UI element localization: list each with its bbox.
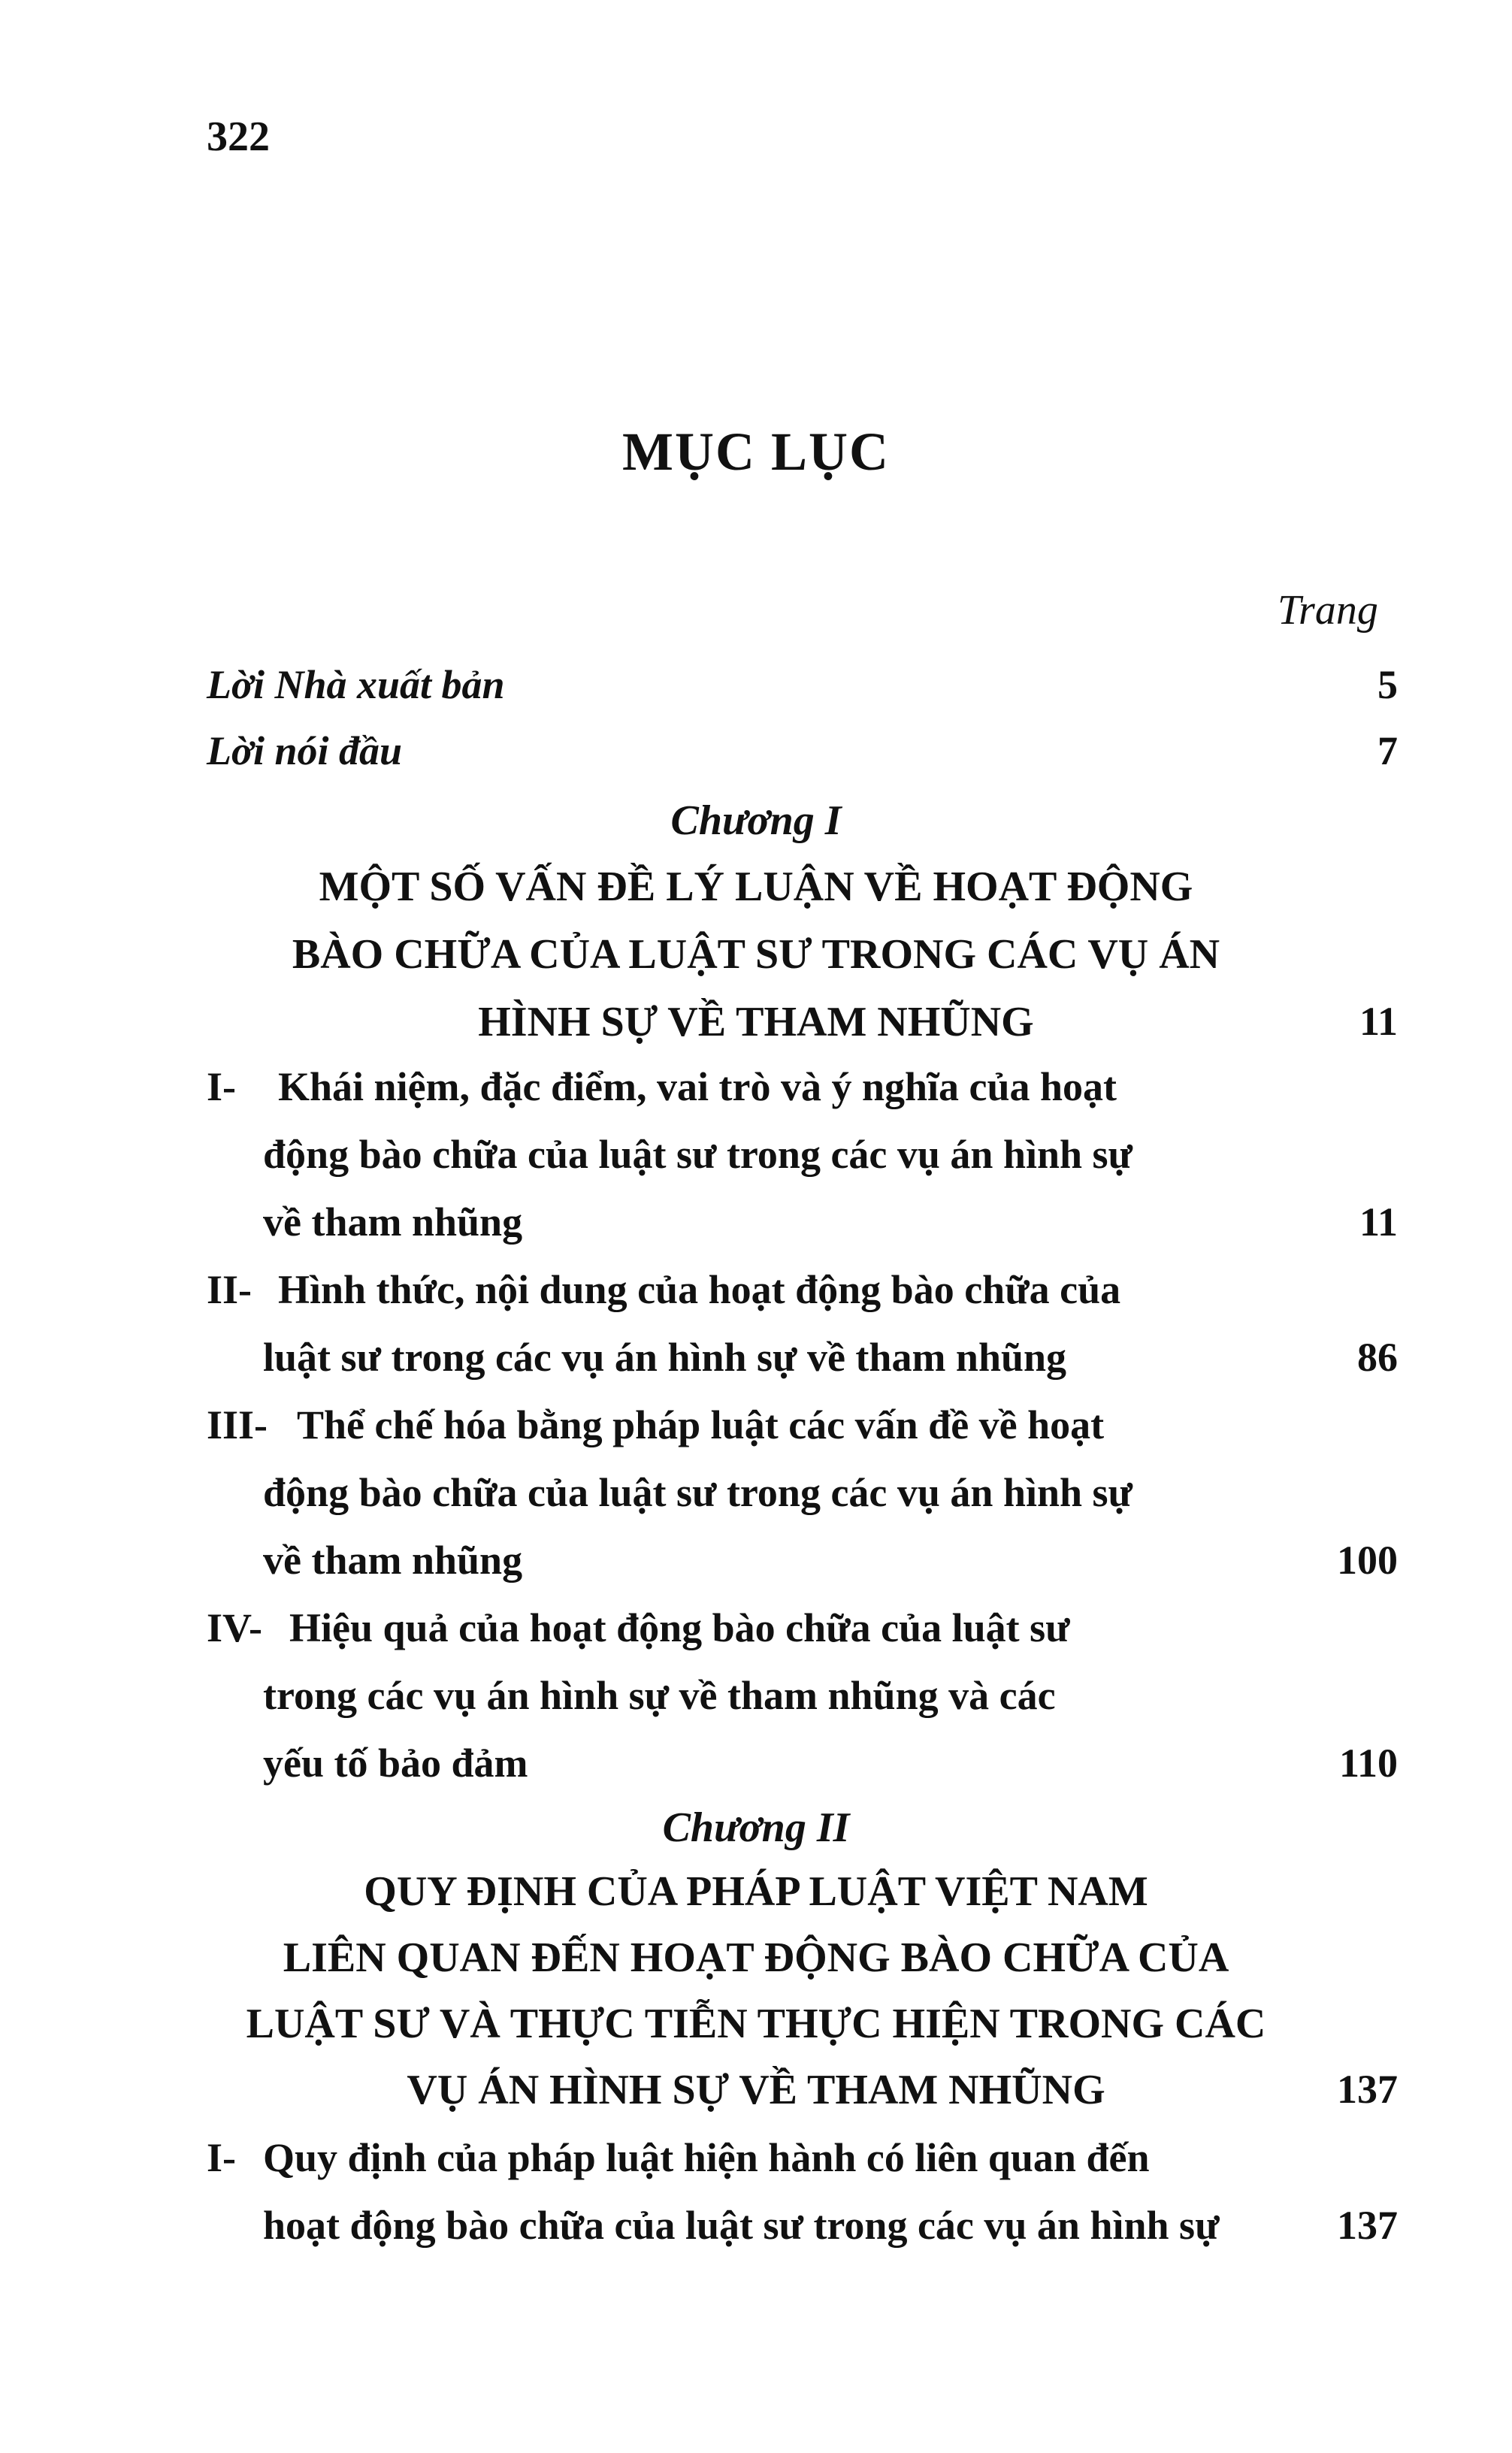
chapter-title-line: MỘT SỐ VẤN ĐỀ LÝ LUẬN VỀ HOẠT ĐỘNG [319,864,1193,910]
section-number: IV- [207,1605,262,1650]
chapter-page: 11 [1359,999,1398,1044]
section-page: 100 [1337,1538,1398,1583]
section-page: 11 [1359,1199,1398,1245]
toc-entry-front-2 [207,727,1398,795]
chapter-title-line: LUẬT SƯ VÀ THỰC TIỄN THỰC HIỆN TRONG CÁC [246,2001,1266,2047]
section-number: I- [207,1064,236,1109]
chapter-title-line: QUY ĐỊNH CỦA PHÁP LUẬT VIỆT NAM [364,1868,1148,1915]
section-line: về tham nhũng [263,1199,523,1245]
section-number: I- [207,2135,236,2180]
toc-entry-front-1 [207,661,1398,729]
toc-entry-label: Lời Nhà xuất bản [207,662,505,707]
chapter-title-line: LIÊN QUAN ĐẾN HOẠT ĐỘNG BÀO CHỮA CỦA [283,1934,1229,1981]
section-line: hoạt động bào chữa của luật sư trong các vụ án hình sự [263,2203,1220,2248]
chapter-label: Chương I [670,797,842,844]
section-number: III- [207,1402,268,1447]
page-column-label: Trang [1278,587,1378,634]
section-number: II- [207,1267,253,1312]
toc-entry-label: Lời nói đầu [207,728,403,773]
toc-entry-page: 7 [1377,728,1398,773]
toc-entry-page: 5 [1377,662,1398,707]
section-line: về tham nhũng [263,1538,523,1583]
toc-title: MỤC LỤC [622,422,890,482]
section-line: Hiệu quả của hoạt động bào chữa của luật sư [289,1605,1070,1650]
section-line: Khái niệm, đặc điểm, vai trò và ý nghĩa của hoạt [278,1064,1117,1109]
section-line: động bào chữa của luật sư trong các vụ án hình sự [263,1132,1132,1177]
section-line: Thể chế hóa bằng pháp luật các vấn đề về hoạt [297,1402,1105,1447]
chapter-title-line: BÀO CHỮA CỦA LUẬT SƯ TRONG CÁC VỤ ÁN [292,931,1220,978]
section-line: trong các vụ án hình sự về tham nhũng và các [263,1673,1056,1718]
section-line: luật sư trong các vụ án hình sự về tham nhũng [263,1335,1067,1380]
section-line: động bào chữa của luật sư trong các vụ án hình sự [263,1470,1132,1515]
chapter-title-line: HÌNH SỰ VỀ THAM NHŨNG [478,999,1034,1045]
chapter-title-line: VỤ ÁN HÌNH SỰ VỀ THAM NHŨNG [407,2067,1105,2113]
chapter-page: 137 [1337,2067,1398,2112]
page-number: 322 [207,113,270,160]
section-page: 137 [1337,2203,1398,2248]
section-page: 86 [1357,1335,1398,1380]
section-line: yếu tố bảo đảm [263,1741,528,1786]
chapter-label: Chương II [662,1804,850,1851]
section-page: 110 [1338,1741,1398,1786]
section-line: Quy định của pháp luật hiện hành có liên quan đến [263,2135,1150,2180]
section-line: Hình thức, nội dung của hoạt động bào chữa của [278,1267,1121,1312]
